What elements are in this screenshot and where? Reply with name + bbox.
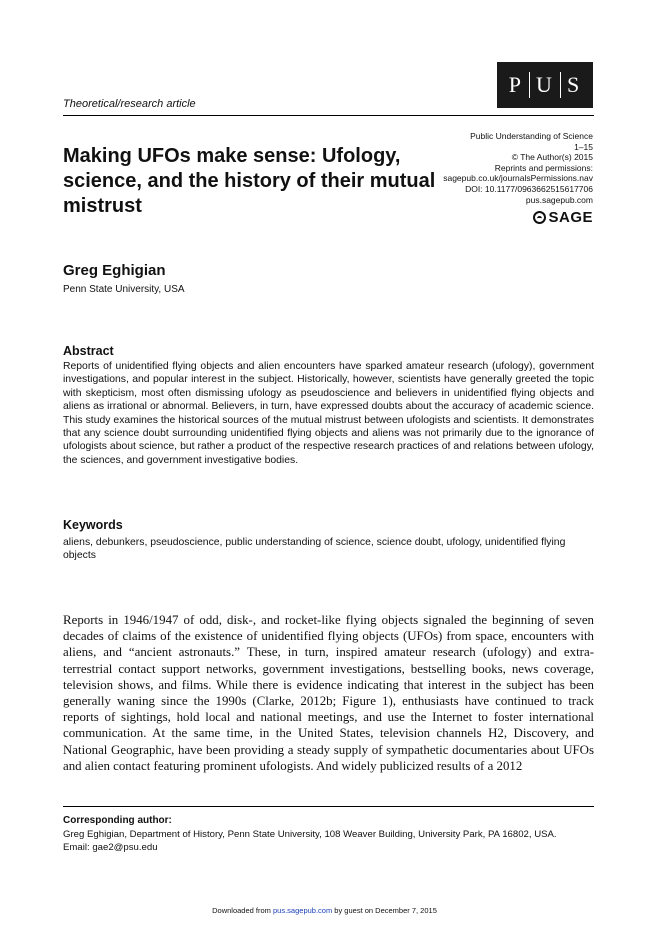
corresponding-details	[63, 829, 557, 854]
publisher-logo	[533, 209, 593, 226]
keywords-text: aliens, debunkers, pseudoscience, public understanding of science, science doubt, ufology, unidentified flying objects	[63, 537, 566, 562]
copyright: © The Author(s) 2015	[511, 152, 593, 163]
download-link[interactable]: pus.sagepub.com	[273, 906, 333, 915]
sage-swirl-icon	[533, 211, 546, 224]
permissions-link[interactable]: sagepub.co.uk/journalsPermissions.nav	[443, 173, 593, 184]
header-rule	[63, 115, 594, 116]
doi[interactable]: DOI: 10.1177/0963662515617706	[465, 183, 593, 194]
author-affiliation: Penn State University, USA	[63, 284, 185, 295]
journal-logo	[497, 62, 593, 108]
download-notice	[0, 906, 649, 915]
corresponding-heading: Corresponding author:	[63, 815, 172, 826]
publisher-name: SAGE	[548, 209, 593, 226]
abstract-text: Reports of unidentified flying objects and alien encounters have sparked amateur research (ufology), government investigations, and popular interest in the subject. Historically, however, scientists have generally greeted the topic with skepticism, most often dismissing ufology as pseudoscience and believers in unidentified flying objects and aliens as irrational or abnormal. Believers, in turn, have expressed doubts about the accuracy of academic science. This study examines the historical sources of the mutual mistrust between ufologists and scientists. It demonstrates that any science doubt surrounding unidentified flying objects and aliens was not primarily due to the ignorance of ufologists about science, but rather a product of the respective research practices of and relations between ufology, the sciences, and government investigative bodies.	[63, 361, 594, 466]
corresponding-email[interactable]: Email: gae2@psu.edu	[63, 841, 158, 853]
corresponding-address: Greg Eghigian, Department of History, Penn State University, 108 Weaver Building, University Park, PA 16802, USA.	[63, 829, 557, 840]
journal-url[interactable]: pus.sagepub.com	[525, 194, 593, 205]
logo-letter-s: S	[566, 72, 582, 97]
logo-letter-u: U	[536, 72, 554, 97]
keywords-heading: Keywords	[63, 518, 123, 532]
logo-letter-p: P	[508, 72, 524, 97]
body-paragraph: Reports in 1946/1947 of odd, disk-, and rocket-like flying objects signaled the beginning of seven decades of claims of the existence of unidentified flying objects (UFOs) from space, encounters with aliens, and “ancient astronauts.” These, in turn, inspired amateur research (ufology) and extra-terrestrial contact support networks, government investigations, bestselling books, news coverage, television shows, and films. While there is evidence indicating that interest in the subject has been generally waning since the 1990s (Clarke, 2012b; Figure 1), enthusiasts have continued to track reports of sightings, hold local and national meetings, and use the Internet to foster international communication. At the same time, in the United States, television channels H2, Discovery, and National Geographic, have been providing a steady supply of sympathetic documentaries about UFOs and alien contact featuring prominent ufologists. And widely publicized results of a 2012	[63, 613, 594, 773]
journal-name: Public Understanding of Science	[470, 131, 593, 141]
download-suffix: by guest on December 7, 2015	[332, 906, 437, 915]
page-range: 1–15	[574, 141, 593, 152]
article-type: Theoretical/research article	[63, 98, 196, 110]
logo-divider	[560, 72, 561, 98]
footnote-rule	[63, 806, 594, 807]
reprints-label: Reprints and permissions:	[494, 162, 593, 173]
author-name: Greg Eghigian	[63, 262, 166, 279]
logo-divider	[529, 72, 530, 98]
article-title: Making UFOs make sense: Ufology, science, and the history of their mutual mistrust	[63, 145, 436, 217]
abstract-heading: Abstract	[63, 344, 114, 358]
download-prefix: Downloaded from	[212, 906, 273, 915]
